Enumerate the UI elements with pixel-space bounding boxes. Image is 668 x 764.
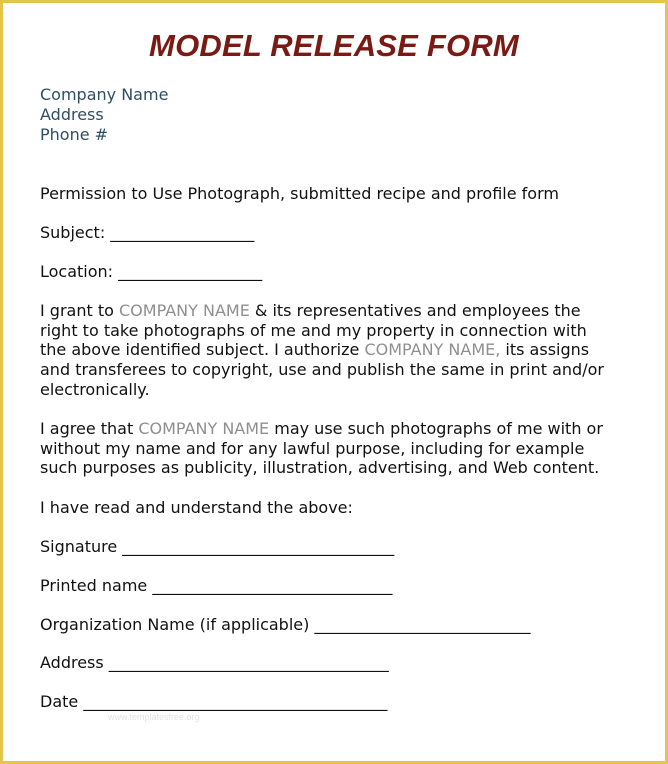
read-understand-line: I have read and understand the above: — [40, 498, 353, 517]
company-name-placeholder: COMPANY NAME, — [364, 340, 501, 360]
company-address-text: Address — [40, 105, 104, 124]
agree-line-3: such purposes as publicity, illustration, advertising, and Web content. — [40, 458, 600, 478]
grant-line-3: the above identified subject. I authorize COMPANY NAME, its assigns — [40, 340, 590, 360]
grant-line-4: and transferees to copyright, use and publish the same in print and/or — [40, 360, 604, 380]
permission-line: Permission to Use Photograph, submitted recipe and profile form — [40, 184, 559, 203]
location-field: Location: __________________ — [40, 262, 263, 281]
address-field: Address ___________________________________ — [40, 653, 389, 672]
subject-field: Subject: __________________ — [40, 223, 255, 242]
company-info-block — [40, 85, 168, 145]
signature-field: Signature __________________________________ — [40, 537, 395, 556]
agree-line-2: without my name and for any lawful purpose, including for example — [40, 438, 585, 458]
company-name-text: Company Name — [40, 85, 169, 104]
organization-field: Organization Name (if applicable) ___________________________ — [40, 615, 531, 634]
grant-line-5: electronically. — [40, 379, 150, 399]
agree-paragraph — [40, 419, 640, 478]
watermark-text: www.templatesfree.org — [108, 712, 200, 722]
grant-line-1: I grant to COMPANY NAME & its representatives and employees the — [40, 301, 581, 320]
agree-line-1: I agree that COMPANY NAME may use such photographs of me with or — [40, 419, 603, 438]
company-name-placeholder: COMPANY NAME — [119, 301, 250, 320]
grant-paragraph — [40, 301, 640, 400]
printed-name-field: Printed name ______________________________ — [40, 576, 393, 595]
form-title: MODEL RELEASE FORM — [149, 28, 519, 63]
company-phone-text: Phone # — [40, 125, 109, 144]
grant-line-2: right to take photographs of me and my property in connection with — [40, 320, 587, 340]
date-field: Date ______________________________________ — [40, 692, 388, 711]
company-name-placeholder: COMPANY NAME — [138, 419, 270, 438]
